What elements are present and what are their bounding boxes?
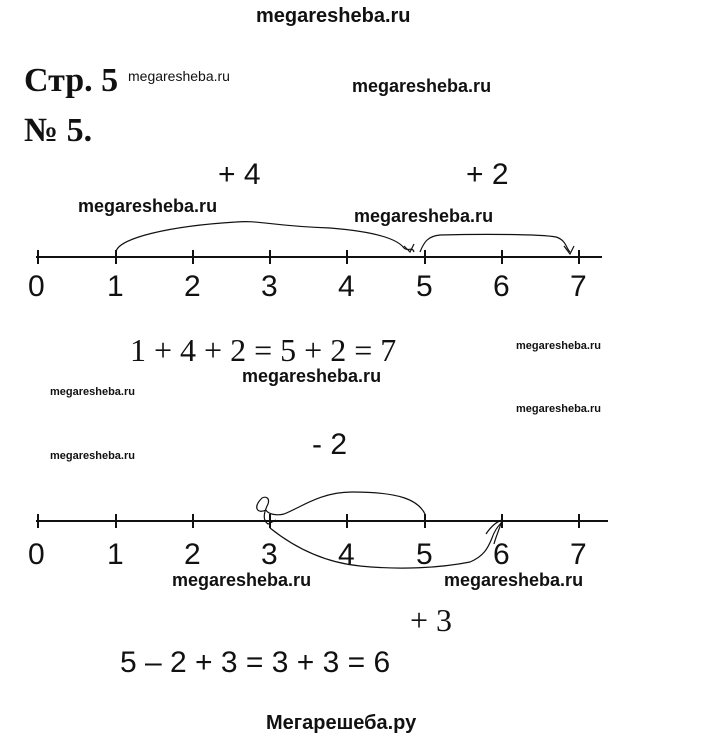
watermark: megaresheba.ru [172, 570, 312, 590]
tick-label: 3 [261, 538, 278, 571]
jump-arc-minus-2 [266, 492, 425, 515]
task-label: № 5. [24, 112, 93, 149]
watermark: megaresheba.ru [128, 68, 230, 84]
page-label: Стр. 5 [24, 62, 119, 99]
watermark: megaresheba.ru [444, 570, 584, 590]
tick-label: 6 [493, 270, 510, 303]
tick-label: 1 [107, 270, 124, 303]
equation-2: 5 – 2 + 3 = 3 + 3 = 6 [120, 646, 391, 679]
tick-label: 5 [416, 270, 433, 303]
tick-label: 4 [338, 538, 355, 571]
jump-arc-plus-3 [270, 522, 502, 568]
tick-label: 1 [107, 538, 124, 571]
header-site: megaresheba.ru [256, 5, 411, 27]
tick-label: 6 [493, 538, 510, 571]
watermark: megaresheba.ru [352, 76, 492, 96]
tick-label: 5 [416, 538, 433, 571]
equation-1: 1 + 4 + 2 = 5 + 2 = 7 [130, 332, 397, 368]
watermark: megaresheba.ru [516, 403, 601, 415]
tick-label: 7 [570, 270, 587, 303]
watermark: megaresheba.ru [50, 450, 135, 462]
watermark: megaresheba.ru [516, 340, 601, 352]
step-label-plus-4: + 4 [218, 158, 261, 191]
step-label-plus-2: + 2 [466, 158, 509, 191]
watermark: megaresheba.ru [78, 196, 218, 216]
step-label-plus-3: + 3 [410, 602, 453, 638]
tick-label: 2 [184, 538, 201, 571]
footer-site: Мегарешеба.ру [266, 712, 417, 734]
watermark: megaresheba.ru [242, 366, 382, 386]
tick-label: 2 [184, 270, 201, 303]
tick-label: 4 [338, 270, 355, 303]
tick-label: 0 [28, 270, 45, 303]
step-label-minus-2: - 2 [312, 428, 348, 461]
watermark: megaresheba.ru [50, 386, 135, 398]
tick-label: 3 [261, 270, 278, 303]
watermark: megaresheba.ru [354, 206, 494, 226]
tick-label: 7 [570, 538, 587, 571]
tick-label: 0 [28, 538, 45, 571]
